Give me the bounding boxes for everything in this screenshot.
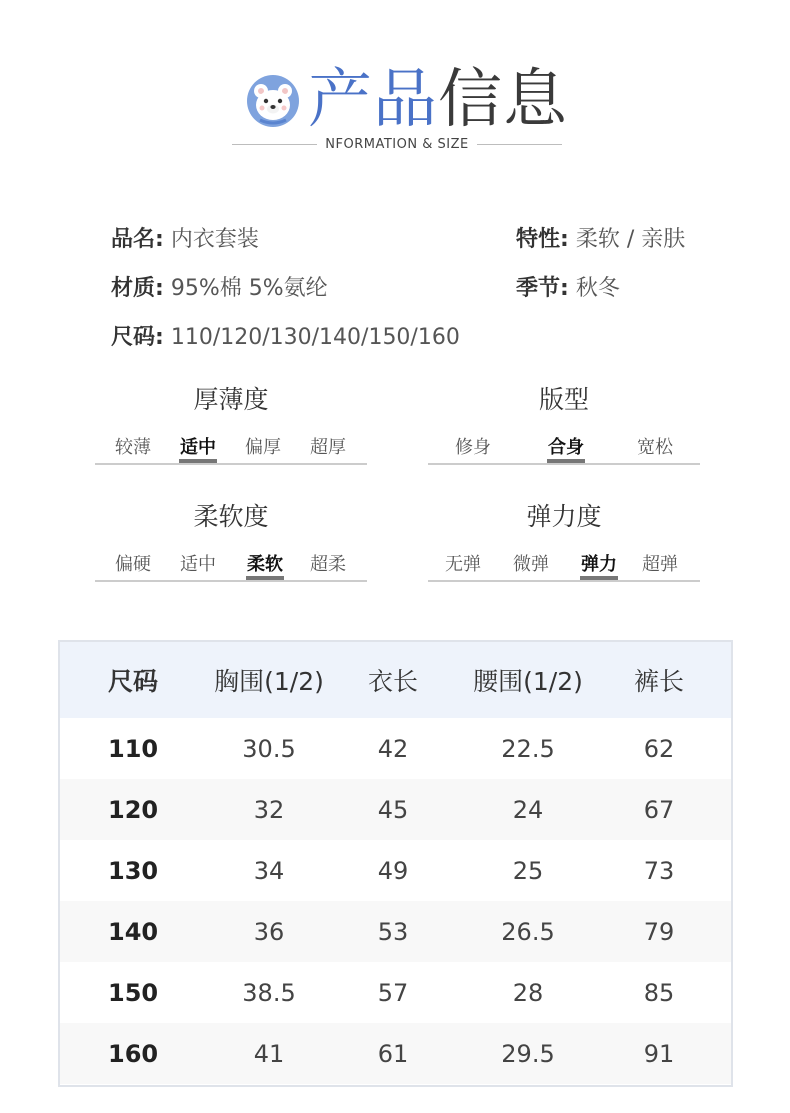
table-cell: 32 [253, 795, 285, 824]
table-cell: 28 [512, 978, 544, 1007]
column-header: 裤长 [633, 667, 684, 696]
scale-options [95, 550, 367, 594]
table-cell: 61 [377, 1039, 409, 1068]
title-accent: 产品 [308, 63, 438, 137]
page-subtitle: NFORMATION & SIZE [325, 136, 469, 152]
table-cell: 57 [377, 978, 409, 1007]
table-cell: 38.5 [242, 978, 296, 1007]
scale-elasticity [428, 500, 700, 594]
table-row [60, 779, 731, 840]
scale-line [428, 580, 700, 582]
scale-line [428, 463, 700, 465]
table-cell: 160 [108, 1039, 159, 1068]
info-sep: : [560, 227, 569, 252]
scale-title: 弹力度 [526, 502, 602, 531]
scale-title: 版型 [538, 385, 589, 414]
info-sep: : [155, 325, 164, 350]
info-name-value: 内衣套装 [170, 227, 259, 252]
table-cell: 22.5 [501, 734, 555, 763]
info-sep: : [155, 227, 164, 252]
selected-indicator [547, 459, 585, 463]
scale-option: 适中 [180, 554, 216, 575]
table-cell: 24 [512, 795, 544, 824]
column-header: 腰围(1/2) [473, 667, 583, 696]
scale-line [95, 463, 367, 465]
selected-indicator [580, 576, 618, 580]
size-table [58, 640, 733, 1087]
info-season-key: 季节 [516, 276, 561, 301]
scale-softness [95, 500, 367, 594]
table-row [60, 718, 731, 779]
table-cell: 45 [377, 795, 409, 824]
column-header: 尺码 [108, 667, 159, 696]
info-name-key: 品名 [111, 227, 156, 252]
scale-options [95, 433, 367, 477]
info-sep: : [155, 276, 164, 301]
scale-option: 宽松 [637, 437, 673, 458]
scale-title: 厚薄度 [193, 385, 269, 414]
scale-line [95, 580, 367, 582]
table-cell: 120 [108, 795, 159, 824]
table-cell: 85 [643, 978, 675, 1007]
scale-title: 柔软度 [193, 502, 269, 531]
scale-option: 超厚 [310, 437, 346, 458]
table-cell: 49 [377, 856, 409, 885]
title-rest: 信息 [438, 63, 568, 137]
scale-options [428, 433, 700, 477]
table-row [60, 840, 731, 901]
info-sep: : [560, 276, 569, 301]
table-cell: 140 [108, 917, 159, 946]
table-cell: 53 [377, 917, 409, 946]
column-header: 胸围(1/2) [214, 667, 324, 696]
scale-option-selected: 适中 [180, 437, 216, 458]
polar-bear-icon [246, 74, 300, 128]
info-size [111, 320, 460, 351]
table-cell: 41 [253, 1039, 285, 1068]
scale-option: 偏厚 [245, 437, 281, 458]
subtitle-row [232, 134, 562, 154]
scale-option: 无弹 [445, 554, 481, 575]
table-cell: 26.5 [501, 917, 555, 946]
divider-left [232, 144, 317, 145]
page-header [0, 62, 790, 162]
scale-option-selected: 弹力 [581, 554, 617, 575]
scale-option: 微弹 [513, 554, 549, 575]
info-feature-key: 特性 [516, 227, 561, 252]
scale-thickness [95, 383, 367, 477]
scale-fit [428, 383, 700, 477]
info-season [516, 271, 620, 302]
table-cell: 130 [108, 856, 159, 885]
table-cell: 73 [643, 856, 675, 885]
scale-option: 较薄 [115, 437, 151, 458]
column-header: 衣长 [367, 667, 418, 696]
scale-option: 超弹 [642, 554, 678, 575]
info-material-key: 材质 [111, 276, 156, 301]
table-cell: 30.5 [242, 734, 296, 763]
table-header [60, 642, 731, 718]
info-feature [516, 222, 685, 253]
table-row [60, 1023, 731, 1084]
selected-indicator [179, 459, 217, 463]
scale-option: 修身 [455, 437, 491, 458]
selected-indicator [246, 576, 284, 580]
table-cell: 29.5 [501, 1039, 555, 1068]
table-cell: 36 [253, 917, 285, 946]
info-season-value: 秋冬 [575, 276, 620, 301]
table-cell: 91 [643, 1039, 675, 1068]
scale-options [428, 550, 700, 594]
scale-option: 偏硬 [115, 554, 151, 575]
table-row [60, 901, 731, 962]
table-cell: 34 [253, 856, 285, 885]
info-size-key: 尺码 [111, 325, 156, 350]
info-name [111, 222, 259, 253]
page-title [308, 62, 568, 138]
info-feature-value: 柔软 / 亲肤 [575, 227, 686, 252]
scale-option: 超柔 [310, 554, 346, 575]
table-row [60, 962, 731, 1023]
table-cell: 62 [643, 734, 675, 763]
table-cell: 67 [643, 795, 675, 824]
table-cell: 79 [643, 917, 675, 946]
scale-option-selected: 合身 [548, 437, 584, 458]
info-size-value: 110/120/130/140/150/160 [170, 325, 460, 350]
divider-right [477, 144, 562, 145]
table-cell: 42 [377, 734, 409, 763]
table-cell: 110 [108, 734, 159, 763]
scale-option-selected: 柔软 [247, 554, 283, 575]
table-cell: 25 [512, 856, 544, 885]
table-cell: 150 [108, 978, 159, 1007]
info-material [111, 271, 328, 302]
info-material-value: 95%棉 5%氨纶 [170, 276, 328, 301]
